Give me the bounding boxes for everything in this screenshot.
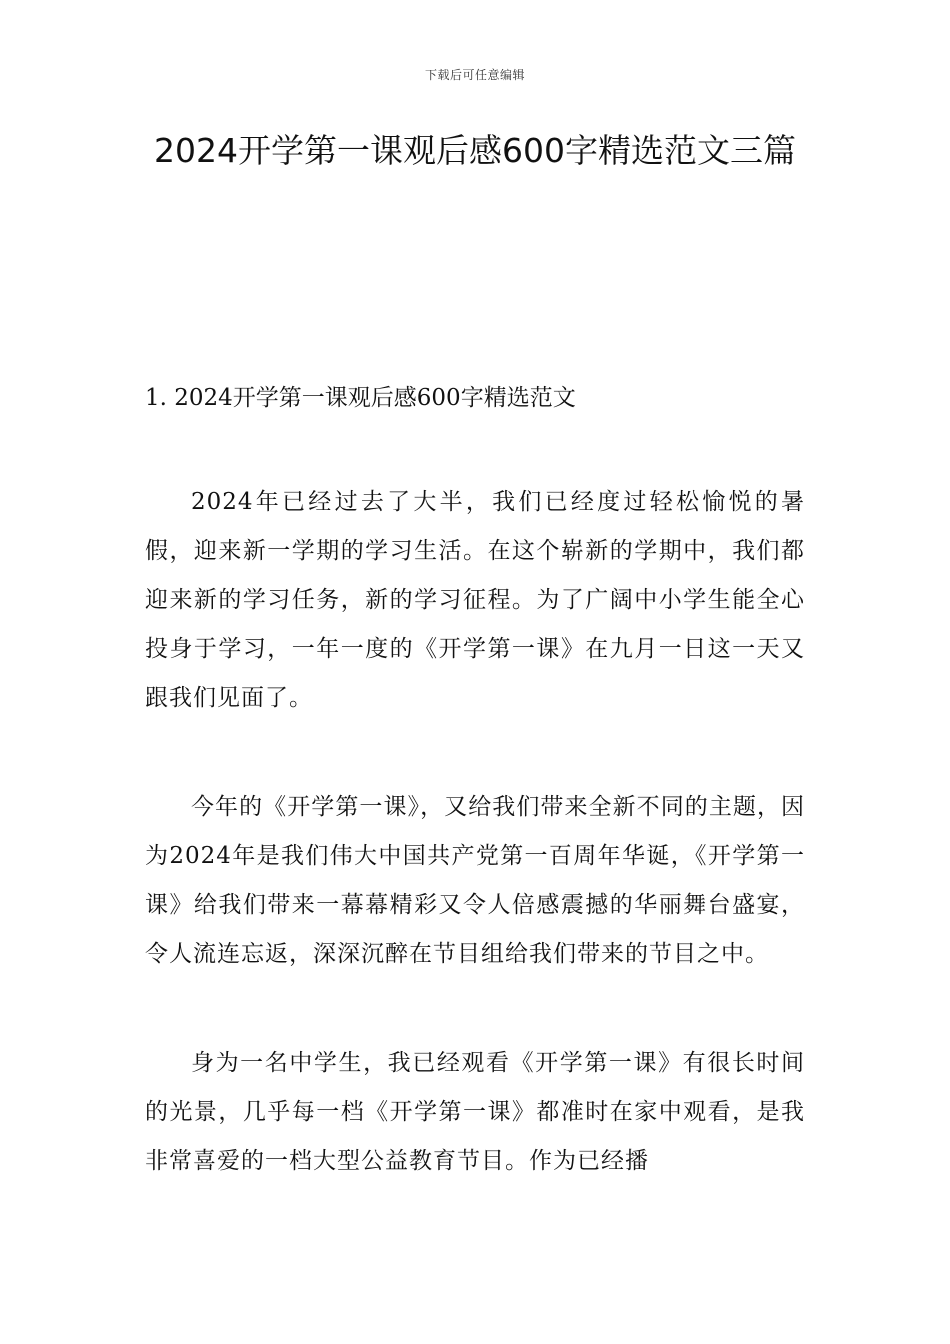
- section-heading: 1. 2024开学第一课观后感600字精选范文: [145, 385, 576, 411]
- paragraph: 今年的《开学第一课》，又给我们带来全新不同的主题，因为2024年是我们伟大中国共产党第一百周年华诞，《开学第一课》给我们带来一幕幕精彩又令人倍感震撼的华丽舞台盛宴，令人流连忘返，深深沉醉在节目组给我们带来的节目之中。: [145, 794, 805, 967]
- paragraph: 2024年已经过去了大半，我们已经度过轻松愉悦的暑假，迎来新一学期的学习生活。在这个崭新的学期中，我们都迎来新的学习任务，新的学习征程。为了广阔中小学生能全心投身于学习，一年一度的《开学第一课》在九月一日这一天又跟我们见面了。: [145, 489, 805, 711]
- document-body: [145, 378, 805, 1186]
- document-title: 2024开学第一课观后感600字精选范文三篇: [154, 131, 796, 170]
- paragraph: 身为一名中学生，我已经观看《开学第一课》有很长时间的光景，几乎每一档《开学第一课》都准时在家中观看，是我非常喜爱的一档大型公益教育节目。作为已经播: [145, 1050, 805, 1174]
- header-note: 下载后可任意编辑: [424, 68, 525, 82]
